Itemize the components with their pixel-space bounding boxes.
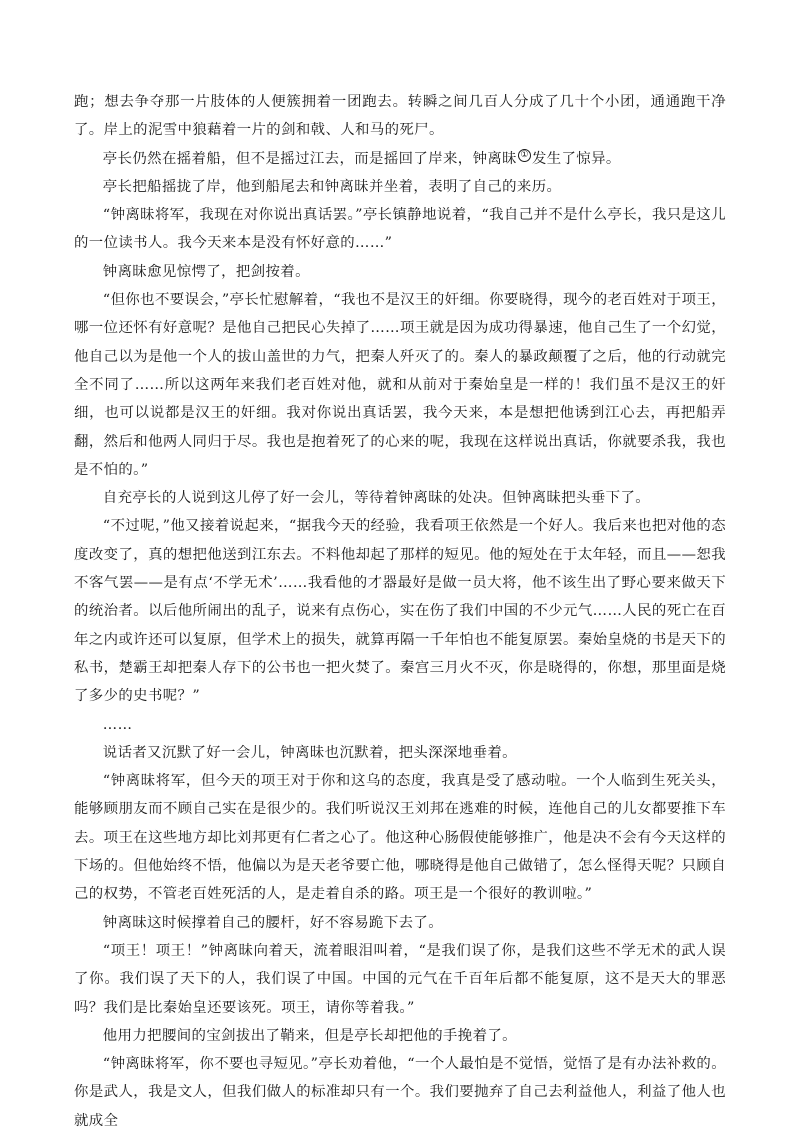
story-body <box>74 88 726 1135</box>
paragraph-2-after: 发生了惊异。 <box>531 150 621 167</box>
ellipsis-paragraph: …… <box>102 716 133 733</box>
paragraph-2 <box>74 145 726 173</box>
paragraph-8: “不过呢，”他又接着说起来，“据我今天的经验，我看项王依然是一个好人。我后来也把对他的态度改变了，真的想把他送到江东去。不料他却起了那样的短见。他的短处在于太年轻，而且——恕我不客气罢——是有点‘不学无术’……我看他的才器最好是做一员大将，他不该生出了野心要来做天下的统治者。以后他所闹出的乱子，说来有点伤心，实在伤了我们中国的不少元气……人民的死亡在百年之内或许还可以复原，但学术上的损失，就算再隔一千年怕也不能复原罢。秦始皇烧的书是天下的私书，楚霸王却把秦人存下的公书也一把火焚了。秦宫三月火不灭，你是晓得的，你想，那里面是烧了多少的史书呢？” <box>74 518 726 705</box>
paragraph-14: 他用力把腰间的宝剑拔出了鞘来，但是亭长却把他的手挽着了。 <box>102 1027 517 1044</box>
footnote-marker: ① <box>518 149 531 162</box>
paragraph-3: 亭长把船摇拢了岸，他到船尾去和钟离昧并坐着，表明了自己的来历。 <box>102 178 562 195</box>
paragraph-1: 跑；想去争夺那一片肢体的人便簇拥着一团跑去。转瞬之间几百人分成了几十个小团，通通跑干净了。岸上的泥雪中狼藉着一片的剑和戟、人和马的死尸。 <box>74 94 726 139</box>
paragraph-6: “但你也不要误会，”亭长忙慰解着，“我也不是汉王的奸细。你要晓得，现今的老百姓对于项王，哪一位还怀有好意呢？是他自己把民心失掉了……项王就是因为成功得暴速，他自己生了一个幻觉，他自己以为是他一个人的拔山盖世的力气，把秦人歼灭了的。秦人的暴政颠覆了之后，他的行动就完全不同了……所以这两年来我们老百姓对他，就和从前对于秦始皇是一样的！我们虽不是汉王的奸细，也可以说都是汉王的奸细。我对你说出真话罢，我今天来，本是想把他诱到江心去，再把船弄翻，然后和他两人同归于尽。我也是抱着死了的心来的呢，我现在这样说出真话，你就要杀我，我也是不怕的。” <box>74 292 726 478</box>
paragraph-10: 说话者又沉默了好一会儿，钟离昧也沉默着，把头深深地垂着。 <box>102 744 517 761</box>
paragraph-13: “项王！项王！”钟离昧向着天，流着眼泪叫着，“是我们误了你，是我们这些不学无术的武人误了你。我们误了天下的人，我们误了中国。中国的元气在千百年后都不能复原，这不是天大的罪恶吗？我们是比秦始皇还要该死。项王，请你等着我。” <box>74 942 726 1016</box>
paragraph-2-before: 亭长仍然在摇着船，但不是摇过江去，而是摇回了岸来，钟离昧 <box>102 150 517 167</box>
paragraph-11: “钟离昧将军，但今天的项王对于你和这乌的态度，我真是受了感动啦。一个人临到生死关头，能够顾朋友而不顾自己实在是很少的。我们听说汉王刘邦在逃难的时候，连他自己的儿女都要推下车去。项王在这些地方却比刘邦更有仁者之心了。他这种心肠假使能够推广，他是决不会有今天这样的下场的。但他始终不悟，他偏以为是天老爷要亡他，哪晓得是他自己做错了，怎么怪得天呢？只顾自己的权势，不管老百姓死活的人，是走着自杀的路。项王是一个很好的教训啦。” <box>74 773 726 903</box>
paragraph-4: “钟离昧将军，我现在对你说出真话罢。”亭长镇静地说着，“我自己并不是什么亭长，我只是这儿的一位读书人。我今天来本是没有怀好意的……” <box>74 207 726 252</box>
paragraph-5: 钟离昧愈见惊愕了，把剑按着。 <box>102 263 310 280</box>
paragraph-15: “钟离昧将军，你不要也寻短见。”亭长劝着他，“一个人最怕是不觉悟，觉悟了是有办法补救的。你是武人，我是文人，但我们做人的标准却只有一个。我们要抛弃了自己去利益他人，利益了他人也就成全 <box>74 1056 726 1129</box>
paragraph-12: 钟离昧这时候撑着自己的腰杆，好不容易跪下去了。 <box>102 914 443 931</box>
paragraph-7: 自充亭长的人说到这儿停了好一会儿，等待着钟离昧的处决。但钟离昧把头垂下了。 <box>102 490 651 507</box>
